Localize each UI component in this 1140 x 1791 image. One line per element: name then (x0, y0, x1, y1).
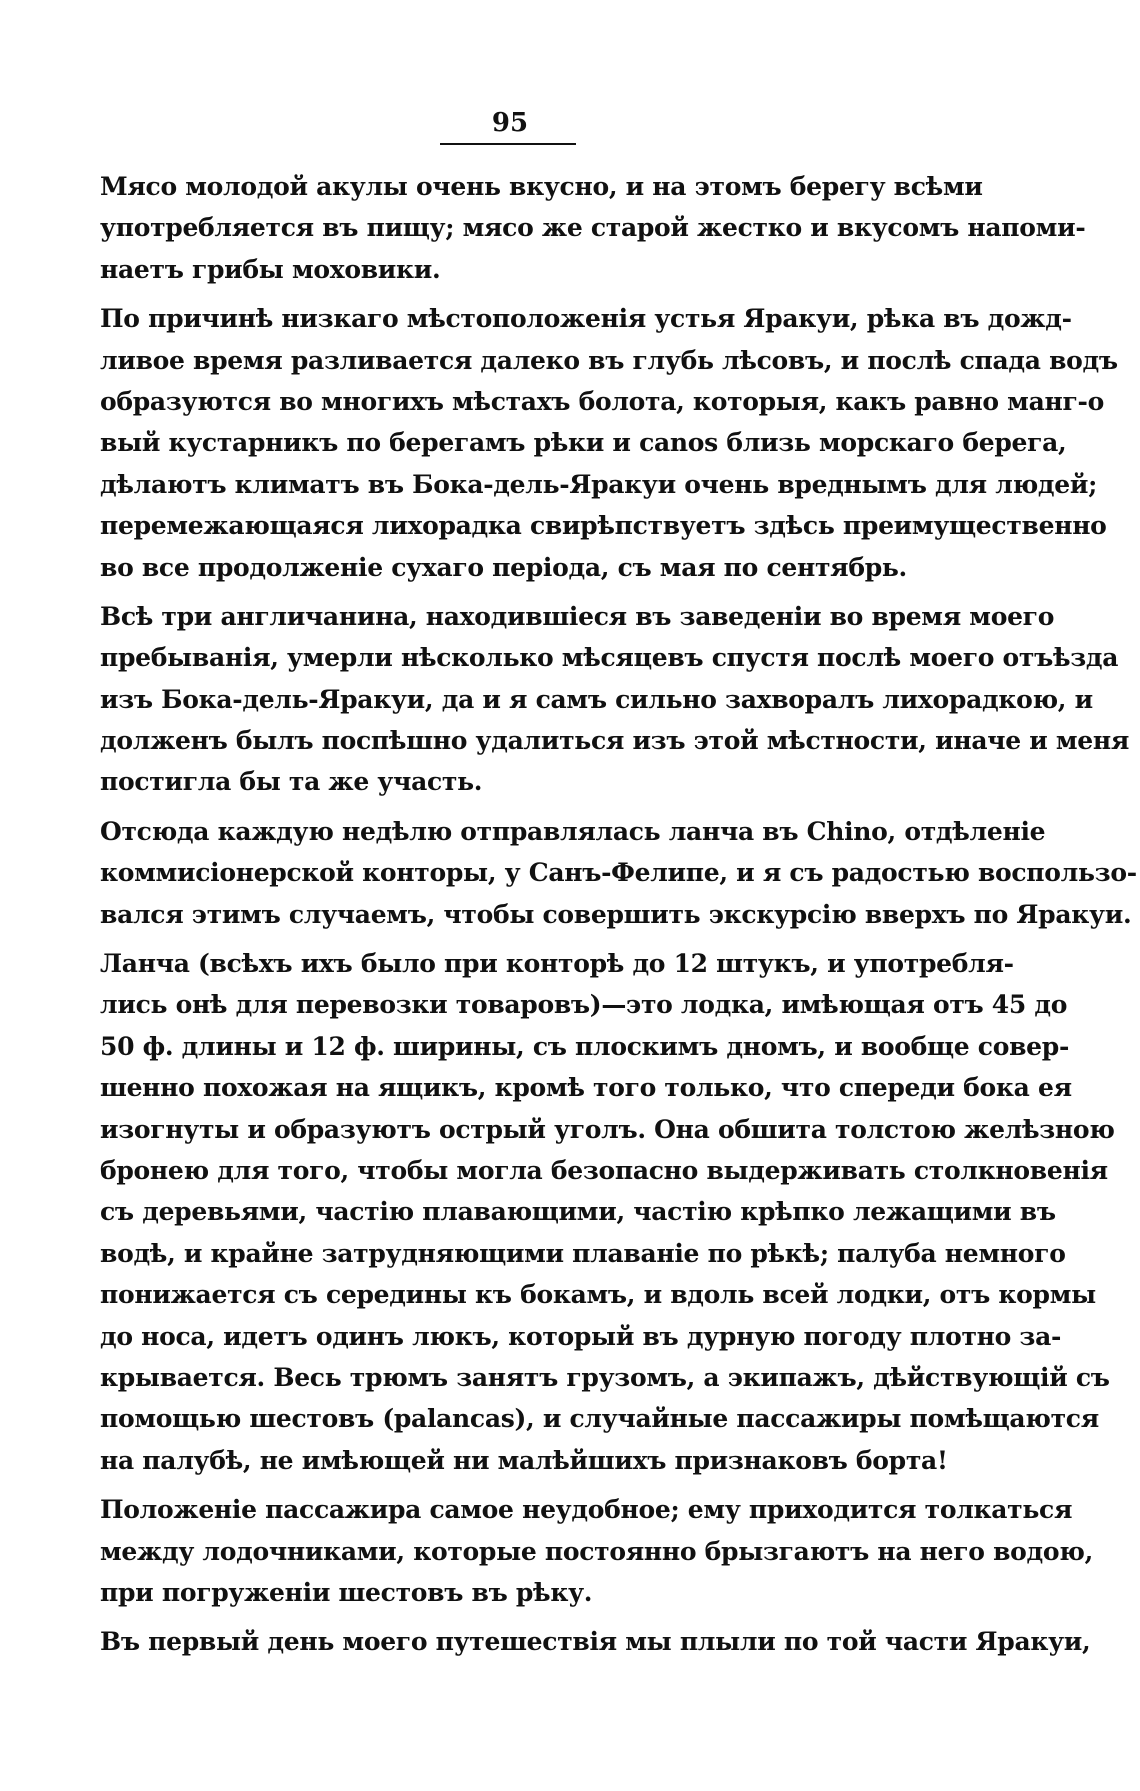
text-line: коммисіонерской конторы, у Санъ-Фелипе, и я съ радостью воспользо- (100, 858, 1137, 888)
paragraph (100, 1489, 1094, 1613)
header-rule (440, 143, 576, 145)
text-line: ливое время разливается далеко въ глубь лѣсовъ, и послѣ спада водъ (100, 345, 1118, 375)
paragraph-gap (100, 588, 946, 596)
text-line: вый кустарникъ по берегамъ рѣки и canos близь морскаго берега, (100, 428, 1067, 458)
text-line: между лодочниками, которые постоянно брызгаютъ на него водою, (100, 1536, 1094, 1566)
text-line: образуются во многихъ мѣстахъ болота, которыя, какъ равно манг-о (100, 386, 1104, 416)
text-line: изогнуты и образуютъ острый уголъ. Она обшита толстою желѣзною (100, 1114, 1115, 1144)
text-line: шенно похожая на ящикъ, кромѣ того только, что спереди бока ея (100, 1073, 1072, 1103)
page-number: 95 (491, 108, 529, 138)
text-line: водѣ, и крайне затрудняющими плаваніе по рѣкѣ; палуба немного (100, 1238, 1066, 1268)
paragraph (100, 596, 1130, 803)
text-line: во все продолженіе сухаго періода, съ мая по сентябрь. (100, 552, 907, 582)
text-line: наетъ грибы моховики. (100, 254, 441, 284)
paragraph-gap (100, 290, 946, 298)
text-line: Отсюда каждую недѣлю отправлялась ланча въ Chino, отдѣленіе (100, 816, 1046, 846)
text-line: до носа, идетъ одинъ люкъ, который въ дурную погоду плотно за- (100, 1321, 1062, 1351)
text-line: По причинѣ низкаго мѣстоположенія устья Яракуи, рѣка въ дожд- (100, 304, 1072, 334)
text-line: Въ первый день моего путешествія мы плыли по той части Яракуи, (100, 1627, 1091, 1657)
text-line: лись онѣ для перевозки товаровъ)—это лодка, имѣющая отъ 45 до (100, 990, 1068, 1020)
text-line: помощью шестовъ (palancas), и случайные пассажиры помѣщаются (100, 1404, 1099, 1434)
paragraph-gap (100, 1613, 946, 1621)
paragraph (100, 1621, 1091, 1662)
paragraph-gap (100, 1481, 946, 1489)
text-line: Всѣ три англичанина, находившіеся въ заведеніи во время моего (100, 601, 1055, 631)
text-line: постигла бы та же участь. (100, 767, 483, 797)
text-line: Ланча (всѣхъ ихъ было при конторѣ до 12 штукъ, и употребля- (100, 949, 1014, 979)
paragraph (100, 943, 1115, 1481)
text-line: долженъ былъ поспѣшно удалиться изъ этой мѣстности, иначе и меня (100, 726, 1130, 756)
paragraph-gap (100, 935, 946, 943)
text-line: Мясо молодой акулы очень вкусно, и на этомъ берегу всѣми (100, 172, 983, 201)
text-line: на палубѣ, не имѣющей ни малѣйшихъ признаковъ борта! (100, 1445, 948, 1475)
text-line: Положеніе пассажира самое неудобное; ему приходится толкаться (100, 1495, 1073, 1525)
paragraph-gap (100, 803, 946, 811)
text-line: изъ Бока-дель-Яракуи, да и я самъ сильно захворалъ лихорадкою, и (100, 684, 1093, 714)
paragraph (100, 166, 1086, 290)
text-line: крывается. Весь трюмъ занятъ грузомъ, а экипажъ, дѣйствующій съ (100, 1362, 1110, 1392)
text-line: при погруженіи шестовъ въ рѣку. (100, 1577, 593, 1607)
text-line: бронею для того, чтобы могла безопасно выдерживать столкновенія (100, 1155, 1108, 1185)
text-line: вался этимъ случаемъ, чтобы совершить экскурсію вверхъ по Яракуи. (100, 899, 1132, 929)
paragraph (100, 298, 1118, 588)
text-line: 50 ф. длины и 12 ф. ширины, съ плоскимъ дномъ, и вообще совер- (100, 1031, 1070, 1061)
text-line: перемежающаяся лихорадка свирѣпствуетъ здѣсь преимущественно (100, 511, 1107, 541)
text-line: съ деревьями, частію плавающими, частію крѣпко лежащими въ (100, 1197, 1056, 1227)
text-line: дѣлаютъ климатъ въ Бока-дель-Яракуи очень вреднымъ для людей; (100, 469, 1098, 499)
text-line: понижается съ середины къ бокамъ, и вдоль всей лодки, отъ кормы (100, 1280, 1096, 1310)
text-line: употребляется въ пищу; мясо же старой жестко и вкусомъ напоми- (100, 213, 1086, 243)
body-text (100, 166, 1137, 1663)
text-line: пребыванія, умерли нѣсколько мѣсяцевъ спустя послѣ моего отъѣзда (100, 643, 1119, 673)
paragraph (100, 811, 1137, 935)
